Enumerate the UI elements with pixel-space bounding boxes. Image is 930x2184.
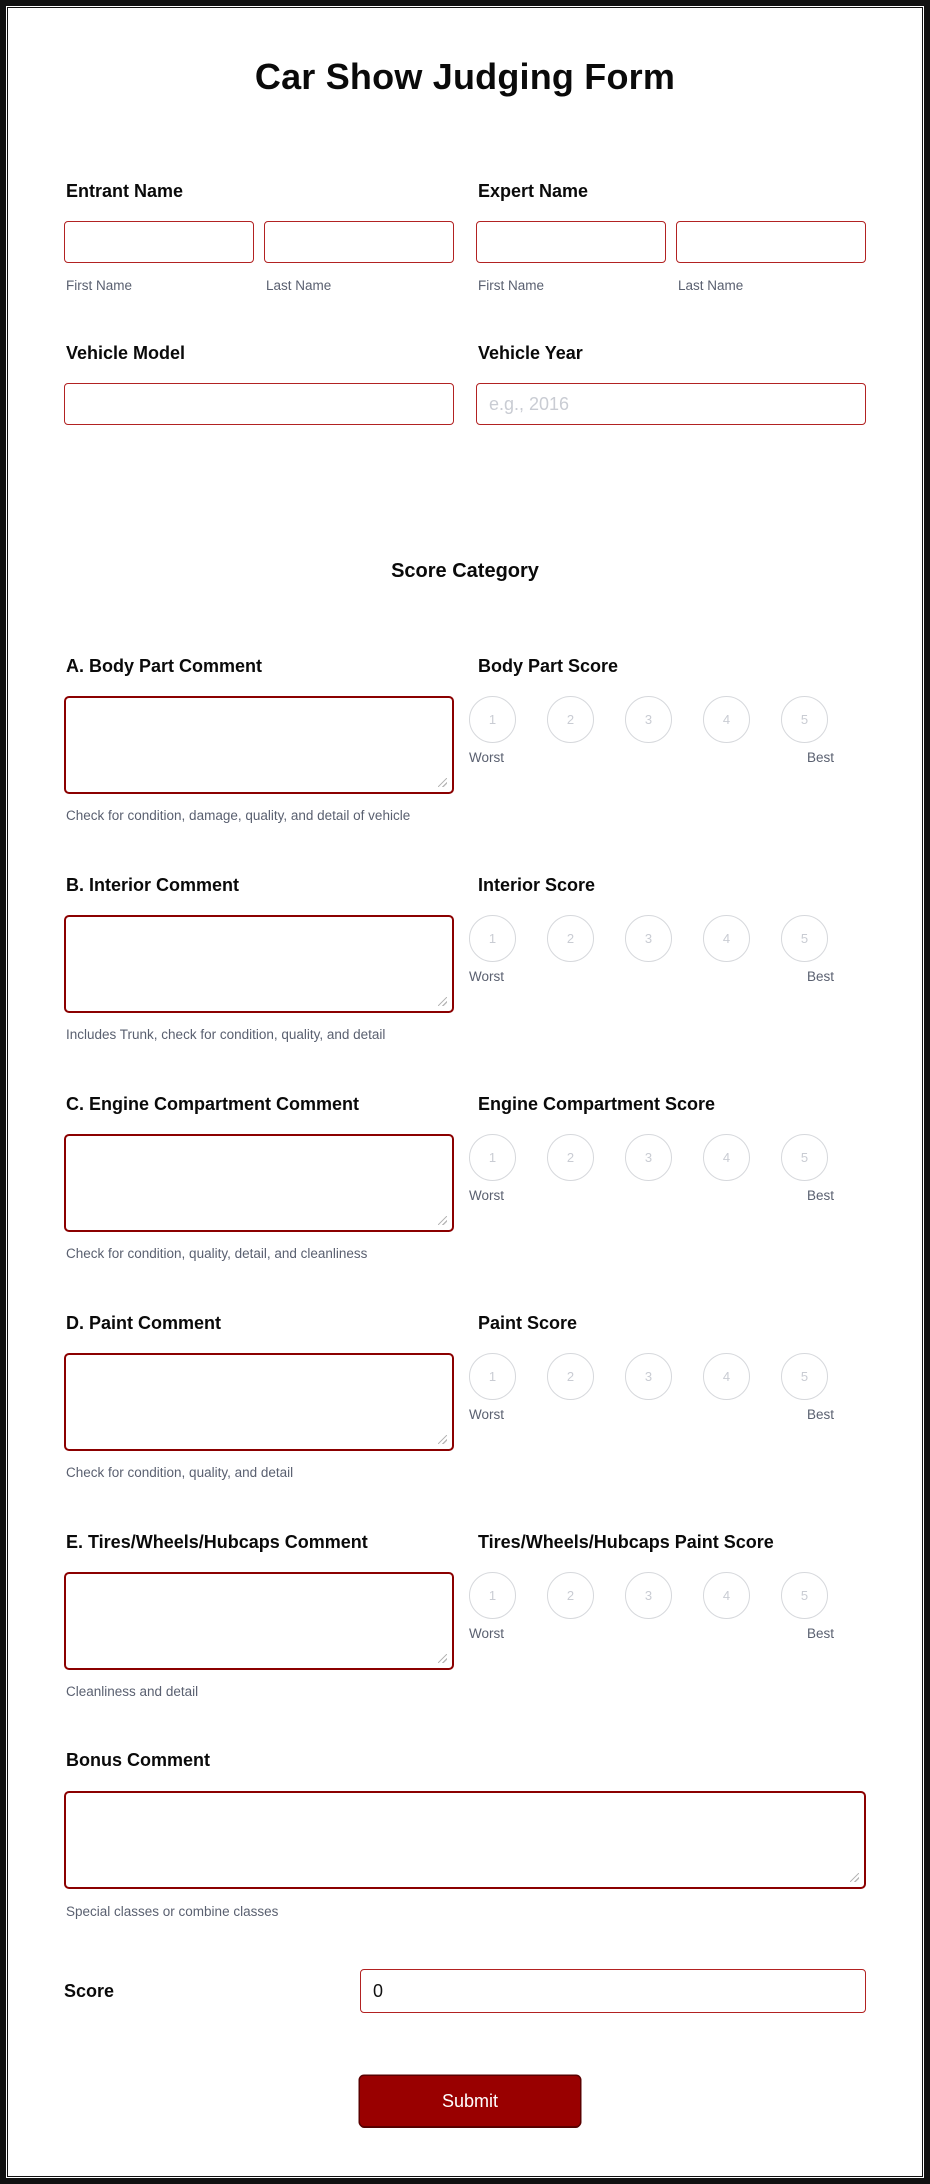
- comment-textarea[interactable]: [64, 915, 454, 1013]
- rating-option-3[interactable]: 3: [625, 1572, 672, 1619]
- comment-wrapper: [64, 1353, 454, 1451]
- score-label: Paint Score: [478, 1313, 578, 1333]
- expert-last-name-sublabel: Last Name: [678, 278, 744, 293]
- rating-option-4[interactable]: 4: [703, 1572, 750, 1619]
- comment-wrapper: [64, 696, 454, 794]
- star-rating-scale: [469, 696, 828, 743]
- scale-high-label: Best: [807, 1188, 835, 1203]
- star-rating-scale: [469, 1572, 828, 1619]
- score-label: Engine Compartment Score: [478, 1094, 716, 1114]
- scale-low-label: Worst: [469, 1626, 505, 1641]
- rating-option-1[interactable]: 1: [469, 1134, 516, 1181]
- resize-grip-icon[interactable]: [850, 1873, 859, 1882]
- rating-option-2[interactable]: 2: [547, 1572, 594, 1619]
- expert-last-name-input[interactable]: [676, 221, 866, 263]
- bonus-comment-wrapper: [64, 1791, 866, 1889]
- comment-textarea[interactable]: [64, 1134, 454, 1232]
- entrant-first-name-input[interactable]: [64, 221, 254, 263]
- scale-low-label: Worst: [469, 750, 505, 765]
- rating-option-2[interactable]: 2: [547, 1353, 594, 1400]
- resize-grip-icon[interactable]: [438, 997, 447, 1006]
- rating-option-4[interactable]: 4: [703, 1353, 750, 1400]
- expert-first-name-sublabel: First Name: [478, 278, 545, 293]
- expert-name-label: Expert Name: [478, 181, 589, 201]
- rating-option-5[interactable]: 5: [781, 1353, 828, 1400]
- score-label: Score: [64, 1981, 115, 2001]
- rating-option-3[interactable]: 3: [625, 915, 672, 962]
- expert-first-name-input[interactable]: [476, 221, 666, 263]
- scale-high-label: Best: [807, 750, 835, 765]
- scale-low-label: Worst: [469, 1188, 505, 1203]
- comment-label: C. Engine Compartment Comment: [66, 1094, 360, 1114]
- comment-wrapper: [64, 1134, 454, 1232]
- comment-hint: Check for condition, quality, and detail: [66, 1465, 294, 1480]
- comment-hint: Check for condition, quality, detail, and cleanliness: [66, 1246, 368, 1261]
- resize-grip-icon[interactable]: [438, 1654, 447, 1663]
- comment-label: D. Paint Comment: [66, 1313, 222, 1333]
- rating-option-5[interactable]: 5: [781, 915, 828, 962]
- rating-option-4[interactable]: 4: [703, 696, 750, 743]
- scale-low-label: Worst: [469, 969, 505, 984]
- rating-option-5[interactable]: 5: [781, 1134, 828, 1181]
- entrant-last-name-sublabel: Last Name: [266, 278, 332, 293]
- form-title: Car Show Judging Form: [254, 56, 676, 97]
- rating-option-1[interactable]: 1: [469, 1572, 516, 1619]
- rating-option-3[interactable]: 3: [625, 696, 672, 743]
- score-input[interactable]: [360, 1969, 866, 2013]
- star-rating-scale: [469, 915, 828, 962]
- bonus-comment-hint: Special classes or combine classes: [66, 1904, 279, 1919]
- resize-grip-icon[interactable]: [438, 1435, 447, 1444]
- vehicle-year-label: Vehicle Year: [478, 343, 583, 363]
- rating-option-4[interactable]: 4: [703, 1134, 750, 1181]
- vehicle-year-input[interactable]: [476, 383, 866, 425]
- rating-option-2[interactable]: 2: [547, 1134, 594, 1181]
- comment-textarea[interactable]: [64, 1353, 454, 1451]
- scale-high-label: Best: [807, 1407, 835, 1422]
- resize-grip-icon[interactable]: [438, 1216, 447, 1225]
- rating-option-5[interactable]: 5: [781, 696, 828, 743]
- entrant-first-name-sublabel: First Name: [66, 278, 133, 293]
- rating-option-5[interactable]: 5: [781, 1572, 828, 1619]
- scale-high-label: Best: [807, 969, 835, 984]
- comment-wrapper: [64, 915, 454, 1013]
- entrant-last-name-input[interactable]: [264, 221, 454, 263]
- rating-option-1[interactable]: 1: [469, 1353, 516, 1400]
- bonus-comment-textarea[interactable]: [64, 1791, 866, 1889]
- submit-button[interactable]: Submit: [360, 2076, 580, 2126]
- comment-hint: Includes Trunk, check for condition, quality, and detail: [66, 1027, 386, 1042]
- comment-label: A. Body Part Comment: [66, 656, 263, 676]
- score-category-heading: Score Category: [391, 560, 539, 582]
- vehicle-model-label: Vehicle Model: [66, 343, 186, 363]
- rating-option-2[interactable]: 2: [547, 915, 594, 962]
- rating-option-1[interactable]: 1: [469, 915, 516, 962]
- score-label: Body Part Score: [478, 656, 619, 676]
- comment-hint: Check for condition, damage, quality, and detail of vehicle: [66, 808, 411, 823]
- entrant-name-label: Entrant Name: [66, 181, 184, 201]
- rating-option-1[interactable]: 1: [469, 696, 516, 743]
- scale-high-label: Best: [807, 1626, 835, 1641]
- star-rating-scale: [469, 1353, 828, 1400]
- rating-option-3[interactable]: 3: [625, 1134, 672, 1181]
- resize-grip-icon[interactable]: [438, 778, 447, 787]
- comment-hint: Cleanliness and detail: [66, 1684, 199, 1699]
- comment-label: B. Interior Comment: [66, 875, 240, 895]
- rating-option-4[interactable]: 4: [703, 915, 750, 962]
- comment-textarea[interactable]: [64, 1572, 454, 1670]
- rating-option-3[interactable]: 3: [625, 1353, 672, 1400]
- comment-label: E. Tires/Wheels/Hubcaps Comment: [66, 1532, 368, 1552]
- scale-low-label: Worst: [469, 1407, 505, 1422]
- score-label: Interior Score: [478, 875, 596, 895]
- comment-textarea[interactable]: [64, 696, 454, 794]
- bonus-comment-label: Bonus Comment: [66, 1750, 210, 1770]
- vehicle-model-input[interactable]: [64, 383, 454, 425]
- rating-option-2[interactable]: 2: [547, 696, 594, 743]
- score-label: Tires/Wheels/Hubcaps Paint Score: [478, 1532, 774, 1552]
- star-rating-scale: [469, 1134, 828, 1181]
- comment-wrapper: [64, 1572, 454, 1670]
